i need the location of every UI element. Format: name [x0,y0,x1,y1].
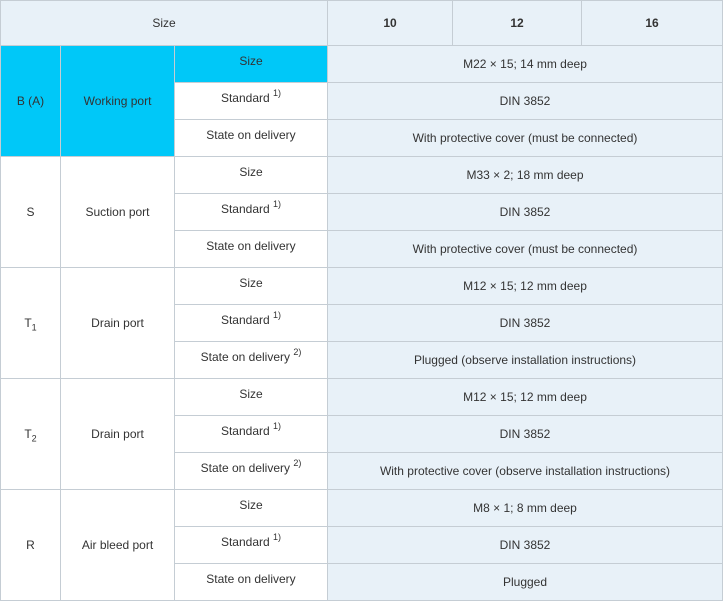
property-label-text: Standard [220,535,270,549]
property-label-text: Standard [220,313,270,327]
property-label [175,490,328,527]
header-row [1,1,723,46]
property-label-text: Size [239,165,263,179]
property-value: DIN 3852 [328,83,723,120]
port-code-text: T [24,316,32,330]
table-row [1,46,723,83]
property-label-text: Size [239,54,263,68]
port-name: Working port [61,46,175,157]
property-label-text: Size [239,276,263,290]
port-name: Drain port [61,268,175,379]
property-value: DIN 3852 [328,194,723,231]
table-row [1,379,723,416]
property-label-text: Size [239,498,263,512]
property-value: With protective cover (must be connected) [328,231,723,268]
footnote-marker: 1) [273,421,282,431]
port-code [1,490,61,601]
port-name: Suction port [61,157,175,268]
property-label [175,564,328,601]
property-label [175,83,328,120]
property-label-text: Size [239,387,263,401]
port-name: Drain port [61,379,175,490]
port-code-text: S [26,205,35,219]
port-code-subscript: 2 [31,433,37,444]
footnote-marker: 2) [293,347,302,357]
header-size-10: 10 [328,1,453,46]
port-code-text: T [24,427,32,441]
property-label-text: Standard [220,424,270,438]
property-value: M12 × 15; 12 mm deep [328,379,723,416]
property-label-text: State on delivery [200,350,291,364]
property-label-text: State on delivery [200,461,291,475]
property-label [175,379,328,416]
port-code-subscript: 1 [31,322,37,333]
header-size-label: Size [1,1,328,46]
property-label [175,527,328,564]
property-label-text: Standard [220,91,270,105]
footnote-marker: 2) [293,458,302,468]
property-value: Plugged [328,564,723,601]
property-value: M12 × 15; 12 mm deep [328,268,723,305]
property-value: With protective cover (observe installation instructions) [328,453,723,490]
property-value: M33 × 2; 18 mm deep [328,157,723,194]
property-value: With protective cover (must be connected) [328,120,723,157]
property-label [175,453,328,490]
property-label [175,194,328,231]
property-label-text: Standard [220,202,270,216]
property-label [175,416,328,453]
property-value: DIN 3852 [328,527,723,564]
property-label [175,46,328,83]
footnote-marker: 1) [273,199,282,209]
property-label-text: State on delivery [206,239,296,253]
property-value: DIN 3852 [328,416,723,453]
property-value: DIN 3852 [328,305,723,342]
property-label-text: State on delivery [206,572,296,586]
table-row [1,268,723,305]
property-label [175,157,328,194]
footnote-marker: 1) [273,310,282,320]
footnote-marker: 1) [273,532,282,542]
property-label [175,342,328,379]
header-size-12: 12 [453,1,582,46]
property-label [175,305,328,342]
property-value: M8 × 1; 8 mm deep [328,490,723,527]
port-code-text: R [26,538,35,552]
table-row [1,490,723,527]
port-name: Air bleed port [61,490,175,601]
port-code [1,268,61,379]
property-label [175,268,328,305]
port-code [1,157,61,268]
port-code [1,46,61,157]
table-row [1,157,723,194]
port-code-text: B (A) [16,94,45,108]
property-label [175,120,328,157]
header-size-16: 16 [582,1,723,46]
property-value: M22 × 15; 14 mm deep [328,46,723,83]
footnote-marker: 1) [273,88,282,98]
property-value: Plugged (observe installation instructions) [328,342,723,379]
port-code [1,379,61,490]
property-label-text: State on delivery [206,128,296,142]
property-label [175,231,328,268]
